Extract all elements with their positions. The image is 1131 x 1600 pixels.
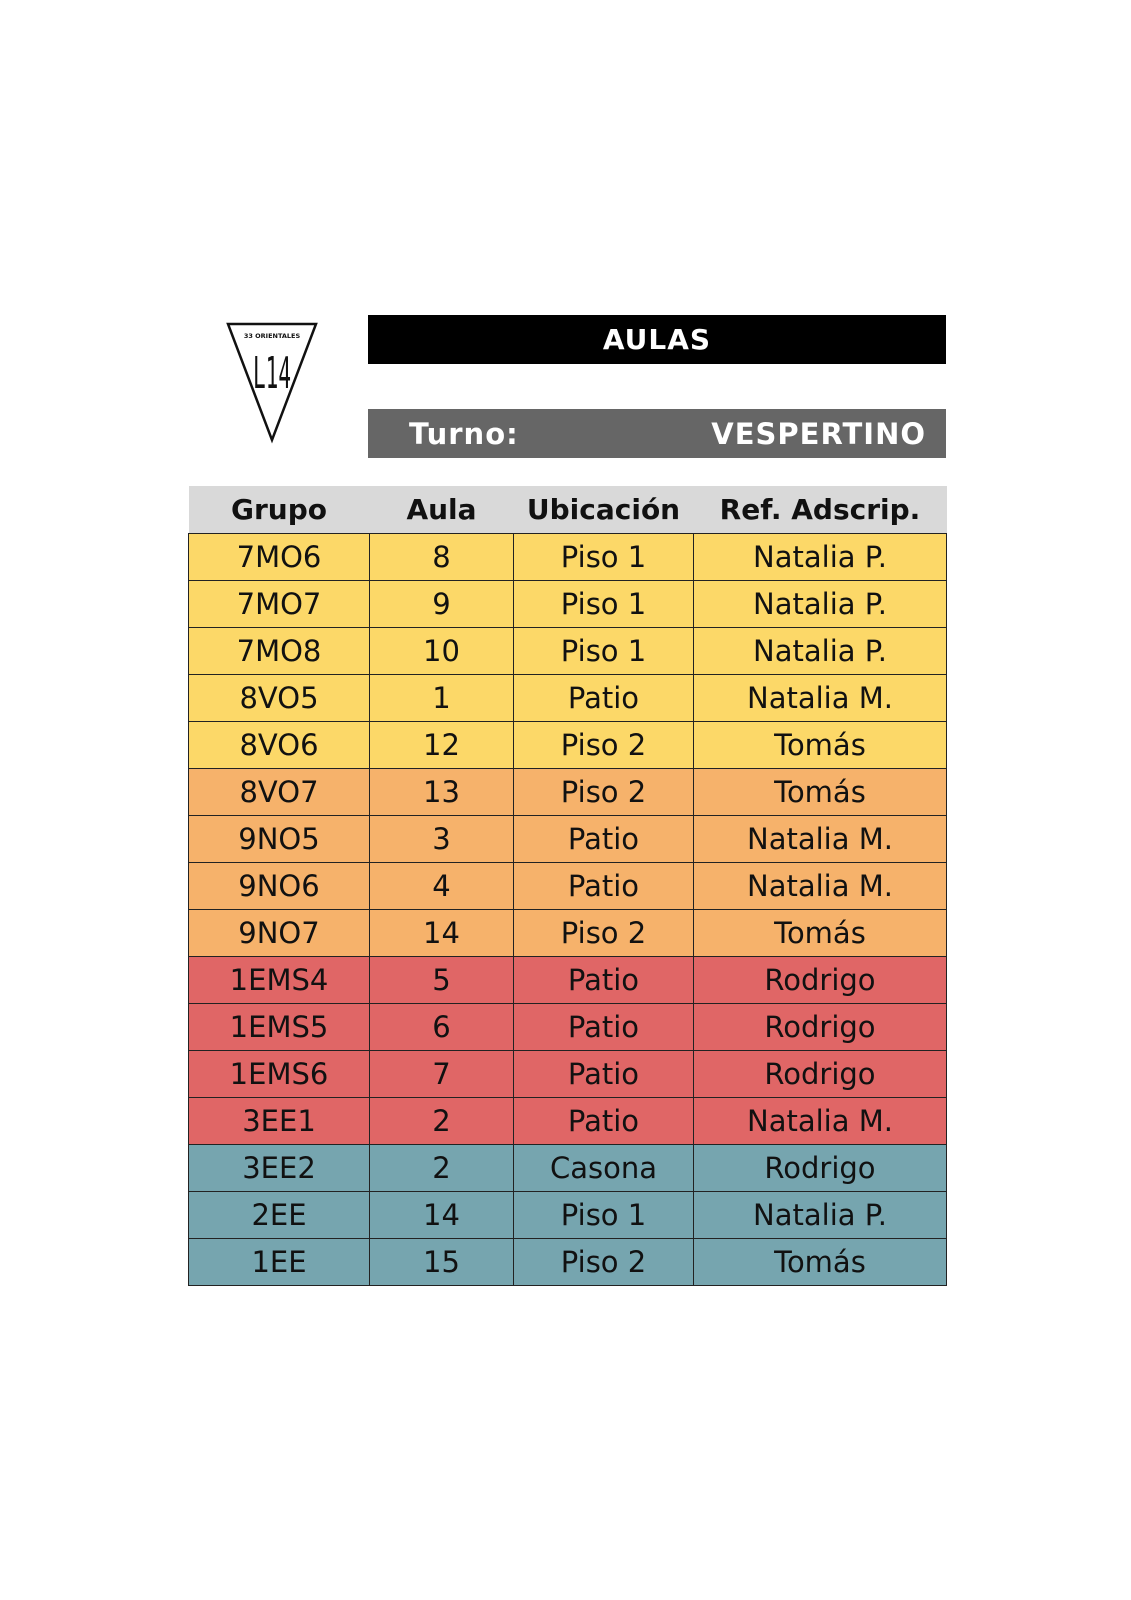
cell-ubicacion: Casona <box>514 1145 694 1192</box>
cell-grupo: 3EE2 <box>189 1145 370 1192</box>
cell-ubicacion: Piso 2 <box>514 769 694 816</box>
cell-aula: 2 <box>370 1098 514 1145</box>
cell-ubicacion: Piso 2 <box>514 722 694 769</box>
table-header-row <box>189 486 947 534</box>
turno-label: Turno: <box>409 416 519 451</box>
cell-ref: Natalia M. <box>694 1098 947 1145</box>
column-header-aula: Aula <box>370 486 514 534</box>
cell-aula: 14 <box>370 1192 514 1239</box>
table-row <box>189 769 947 816</box>
table-row <box>189 675 947 722</box>
logo-text-main: L14 <box>253 348 291 399</box>
cell-ref: Rodrigo <box>694 1051 947 1098</box>
cell-ref: Tomás <box>694 769 947 816</box>
cell-aula: 1 <box>370 675 514 722</box>
cell-grupo: 9NO5 <box>189 816 370 863</box>
school-logo <box>226 322 318 442</box>
cell-ref: Natalia M. <box>694 863 947 910</box>
cell-aula: 4 <box>370 863 514 910</box>
cell-aula: 3 <box>370 816 514 863</box>
logo-text-top: 33 ORIENTALES <box>243 332 301 340</box>
cell-ref: Natalia P. <box>694 1192 947 1239</box>
table-row <box>189 1239 947 1286</box>
table-row <box>189 863 947 910</box>
cell-grupo: 8VO7 <box>189 769 370 816</box>
table-row <box>189 957 947 1004</box>
cell-ubicacion: Piso 1 <box>514 628 694 675</box>
cell-aula: 2 <box>370 1145 514 1192</box>
cell-ubicacion: Patio <box>514 1098 694 1145</box>
cell-aula: 14 <box>370 910 514 957</box>
cell-ref: Natalia P. <box>694 534 947 581</box>
cell-ref: Natalia P. <box>694 581 947 628</box>
cell-grupo: 1EMS4 <box>189 957 370 1004</box>
cell-grupo: 7MO6 <box>189 534 370 581</box>
cell-ref: Rodrigo <box>694 957 947 1004</box>
table-row <box>189 816 947 863</box>
rooms-table <box>188 486 947 1286</box>
table-row <box>189 1098 947 1145</box>
cell-ref: Natalia M. <box>694 816 947 863</box>
cell-aula: 13 <box>370 769 514 816</box>
cell-grupo: 7MO8 <box>189 628 370 675</box>
cell-aula: 10 <box>370 628 514 675</box>
cell-ubicacion: Patio <box>514 816 694 863</box>
cell-grupo: 2EE <box>189 1192 370 1239</box>
cell-ref: Tomás <box>694 910 947 957</box>
column-header-ubicacion: Ubicación <box>514 486 694 534</box>
page-title: AULAS <box>602 323 712 356</box>
table-body <box>189 534 947 1286</box>
cell-ubicacion: Piso 1 <box>514 581 694 628</box>
column-header-ref: Ref. Adscrip. <box>694 486 947 534</box>
table-row <box>189 1192 947 1239</box>
cell-aula: 9 <box>370 581 514 628</box>
cell-ref: Natalia P. <box>694 628 947 675</box>
table-row <box>189 581 947 628</box>
column-header-grupo: Grupo <box>189 486 370 534</box>
cell-ubicacion: Patio <box>514 1004 694 1051</box>
cell-ubicacion: Patio <box>514 863 694 910</box>
title-bar <box>368 315 946 364</box>
cell-aula: 6 <box>370 1004 514 1051</box>
cell-aula: 8 <box>370 534 514 581</box>
cell-ref: Tomás <box>694 1239 947 1286</box>
cell-ubicacion: Piso 1 <box>514 1192 694 1239</box>
cell-aula: 15 <box>370 1239 514 1286</box>
table-row <box>189 534 947 581</box>
cell-ref: Natalia M. <box>694 675 947 722</box>
cell-ubicacion: Piso 2 <box>514 910 694 957</box>
cell-aula: 7 <box>370 1051 514 1098</box>
turno-bar <box>368 409 946 458</box>
cell-ubicacion: Piso 1 <box>514 534 694 581</box>
cell-grupo: 1EMS5 <box>189 1004 370 1051</box>
table-row <box>189 1004 947 1051</box>
cell-ref: Rodrigo <box>694 1004 947 1051</box>
cell-grupo: 8VO5 <box>189 675 370 722</box>
table-row <box>189 1145 947 1192</box>
table-row <box>189 910 947 957</box>
cell-grupo: 9NO7 <box>189 910 370 957</box>
cell-ref: Tomás <box>694 722 947 769</box>
table-row <box>189 1051 947 1098</box>
cell-ubicacion: Patio <box>514 1051 694 1098</box>
cell-aula: 12 <box>370 722 514 769</box>
cell-grupo: 3EE1 <box>189 1098 370 1145</box>
cell-grupo: 1EMS6 <box>189 1051 370 1098</box>
table-row <box>189 722 947 769</box>
cell-grupo: 1EE <box>189 1239 370 1286</box>
turno-value: VESPERTINO <box>711 416 926 451</box>
cell-ubicacion: Patio <box>514 675 694 722</box>
cell-aula: 5 <box>370 957 514 1004</box>
cell-grupo: 9NO6 <box>189 863 370 910</box>
cell-ubicacion: Patio <box>514 957 694 1004</box>
cell-grupo: 8VO6 <box>189 722 370 769</box>
table-row <box>189 628 947 675</box>
cell-grupo: 7MO7 <box>189 581 370 628</box>
cell-ubicacion: Piso 2 <box>514 1239 694 1286</box>
cell-ref: Rodrigo <box>694 1145 947 1192</box>
